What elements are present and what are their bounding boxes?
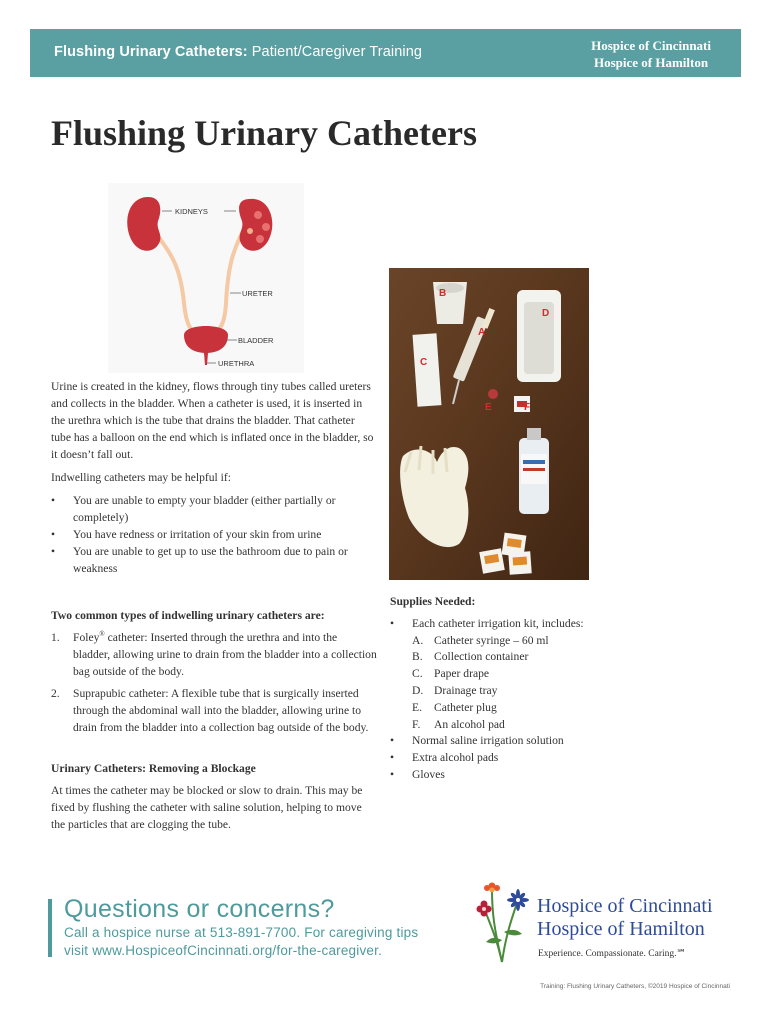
kit-letter: C. bbox=[412, 667, 423, 681]
suprapubic-description: Suprapubic catheter: A flexible tube that is surgically inserted through the abdominal wall into the bladder, allowing urine to drain from the bladder into a collection bag outside of the body. bbox=[73, 687, 369, 734]
list-item: • You have redness or irritation of your skin from urine bbox=[51, 526, 377, 543]
list-item-foley bbox=[51, 629, 377, 680]
kit-text: Catheter plug bbox=[434, 700, 497, 714]
supplies-heading: Supplies Needed: bbox=[390, 595, 476, 608]
catheter-types-list bbox=[51, 629, 377, 736]
intro-paragraph: Urine is created in the kidney, flows through tiny tubes called ureters and collects in the bladder. When a catheter is used, it is inserted in the urethra which is the tube that drains the bladder. That catheter tube has a balloon on the end which is inflated once in the bladder, so it doesn’t fall out. bbox=[51, 380, 374, 461]
kidneys-label: KIDNEYS bbox=[175, 207, 208, 216]
banner-title-bold: Flushing Urinary Catheters: bbox=[54, 44, 248, 60]
list-item: • You are unable to get up to use the bathroom due to pain or weakness bbox=[51, 543, 377, 577]
kit-item bbox=[412, 717, 730, 734]
helpful-if-list bbox=[51, 492, 377, 577]
kit-item bbox=[412, 666, 730, 683]
banner-org-line1: Hospice of Cincinnati bbox=[591, 38, 711, 53]
urethra-label: URETHRA bbox=[218, 359, 255, 368]
footer-copyright: Training: Flushing Urinary Catheters, ©2019 Hospice of Cincinnati bbox=[540, 983, 730, 990]
blockage-heading: Urinary Catheters: Removing a Blockage bbox=[51, 762, 256, 775]
kit-item bbox=[412, 649, 730, 666]
supplies-list bbox=[390, 616, 730, 784]
kit-intro: Each catheter irrigation kit, includes: bbox=[412, 616, 584, 630]
logo-line1: Hospice of Cincinnati bbox=[537, 895, 713, 917]
hospice-logo bbox=[472, 878, 734, 966]
kit-letter: A. bbox=[412, 633, 424, 647]
photo-label-a: A bbox=[478, 327, 486, 338]
photo-label-d: D bbox=[542, 308, 550, 319]
header-banner bbox=[30, 29, 741, 77]
page-title: Flushing Urinary Catheters bbox=[51, 113, 477, 153]
logo-tagline: Experience. Compassionate. Caring.℠ bbox=[538, 949, 687, 959]
kit-letter: F. bbox=[412, 717, 421, 731]
cta-website-line[interactable]: visit www.HospiceofCincinnati.org/for-the-caregiver. bbox=[64, 942, 383, 958]
photo-label-c: C bbox=[420, 357, 428, 368]
list-number: 1. bbox=[51, 631, 60, 644]
flower-logo-icon bbox=[472, 878, 536, 966]
left-column bbox=[51, 378, 377, 839]
kit-item bbox=[412, 700, 730, 717]
foley-name: Foley bbox=[73, 631, 100, 644]
kit-text: Paper drape bbox=[434, 667, 490, 681]
foley-description: catheter: Inserted through the urethra and into the bladder, allowing urine to drain from the bladder into a collection bag outside of the body. bbox=[73, 631, 377, 678]
supplies-section bbox=[390, 594, 730, 784]
kit-letter: D. bbox=[412, 683, 424, 697]
blockage-paragraph: At times the catheter may be blocked or slow to drain. This may be fixed by flushing the catheter with saline solution, helping to move the particles that are clogging the tube. bbox=[51, 784, 363, 831]
banner-title bbox=[54, 44, 422, 60]
kit-text: Collection container bbox=[434, 650, 529, 664]
kit-letter: E. bbox=[412, 700, 422, 714]
list-item-suprapubic bbox=[51, 685, 377, 736]
banner-org-line2: Hospice of Hamilton bbox=[593, 55, 709, 70]
contact-callout bbox=[64, 894, 418, 959]
catheter-types-heading: Two common types of indwelling urinary catheters are: bbox=[51, 609, 325, 622]
kit-text: An alcohol pad bbox=[434, 717, 505, 731]
list-item: • Gloves bbox=[390, 767, 730, 784]
kit-item bbox=[412, 683, 730, 700]
list-number: 2. bbox=[51, 687, 60, 700]
photo-label-e: E bbox=[485, 402, 492, 413]
ureter-label: URETER bbox=[242, 289, 273, 298]
logo-line2: Hospice of Hamilton bbox=[537, 918, 705, 940]
helpful-if-intro: Indwelling catheters may be helpful if: bbox=[51, 471, 231, 484]
kit-item bbox=[412, 633, 730, 650]
list-item: • Extra alcohol pads bbox=[390, 750, 730, 767]
cta-accent-bar bbox=[48, 899, 52, 957]
cta-title: Questions or concerns? bbox=[64, 895, 335, 923]
banner-title-rest: Patient/Caregiver Training bbox=[247, 44, 423, 60]
kit-letter: B. bbox=[412, 650, 423, 664]
list-item-kit bbox=[390, 616, 730, 734]
urinary-anatomy-illustration bbox=[108, 183, 304, 373]
list-item: • You are unable to empty your bladder (either partially or completely) bbox=[51, 492, 377, 526]
list-item: • Normal saline irrigation solution bbox=[390, 733, 730, 750]
cta-phone-line: Call a hospice nurse at 513-891-7700. For caregiving tips bbox=[64, 925, 419, 940]
logo-org-names bbox=[537, 895, 713, 941]
kit-text: Catheter syringe – 60 ml bbox=[434, 633, 549, 647]
registered-mark: ® bbox=[99, 630, 105, 638]
kit-text: Drainage tray bbox=[434, 683, 498, 697]
supplies-photo bbox=[389, 268, 589, 580]
bladder-label: BLADDER bbox=[238, 336, 274, 345]
kit-items-list bbox=[412, 633, 730, 734]
photo-label-f: F bbox=[524, 402, 531, 413]
banner-org-names bbox=[591, 37, 711, 71]
photo-label-b: B bbox=[439, 288, 447, 299]
